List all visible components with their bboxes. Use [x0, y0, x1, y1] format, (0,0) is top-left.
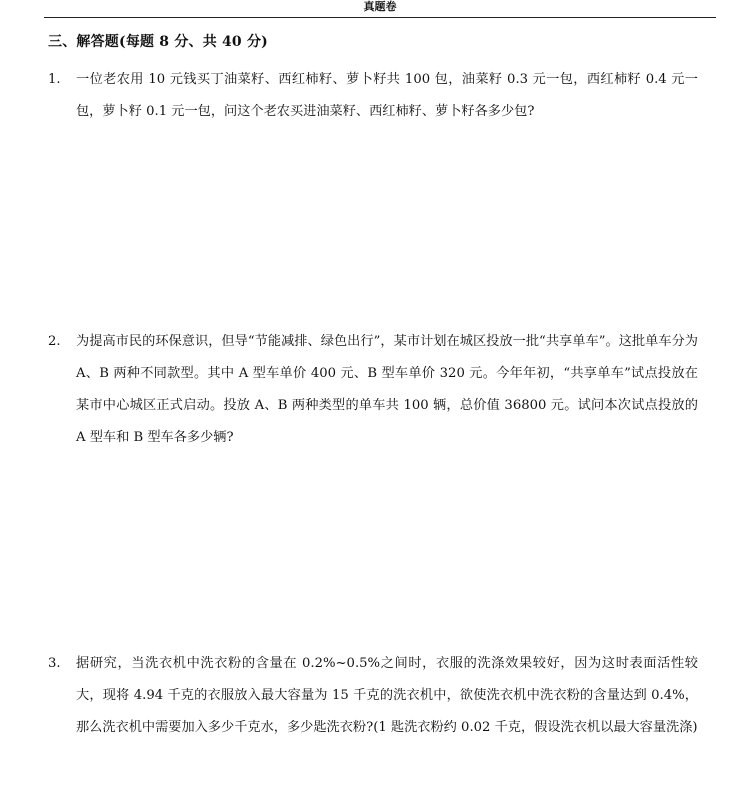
question-2 [48, 326, 698, 454]
question-number: 1. [48, 72, 61, 87]
question-number: 3. [48, 656, 61, 671]
question-text: 为提高市民的环保意识，但导“节能减排、绿色出行”，某市计划在城区投放一批“共享单车”。这批单车分为 A、B 两种不同款型。其中 A 型车单价 400 元、B 型车单价 320 元。今年年初，“共享单车”试点投放在某市中心城区正式启动。投放 A、B 两种类型的单车共 100 辆，总价值 36800 元。试问本次试点投放的 A 型车和 B 型车各多少辆? [76, 334, 698, 445]
question-number: 2. [48, 334, 61, 349]
page-header: 真题卷 [363, 0, 397, 13]
question-1 [48, 64, 698, 128]
question-3 [48, 648, 698, 744]
section-title: 三、解答题(每题 8 分、共 40 分) [48, 34, 268, 50]
header-divider [44, 17, 716, 18]
question-text: 一位老农用 10 元钱买丁油菜籽、西红柿籽、萝卜籽共 100 包，油菜籽 0.3 元一包，西红柿籽 0.4 元一包，萝卜籽 0.1 元一包，问这个老农买进油菜籽、西红柿籽、萝卜籽各多少包? [76, 72, 698, 119]
question-text: 据研究，当洗衣机中洗衣粉的含量在 0.2%~0.5%之间时，衣服的洗涤效果较好，因为这时表面活性较大，现将 4.94 千克的衣服放入最大容量为 15 千克的洗衣机中，欲使洗衣机中洗衣粉的含量达到 0.4%，那么洗衣机中需要加入多少千克水，多少匙洗衣粉?(1 匙洗衣粉约 0.02 千克，假设洗衣机以最大容量洗涤) [76, 656, 698, 735]
